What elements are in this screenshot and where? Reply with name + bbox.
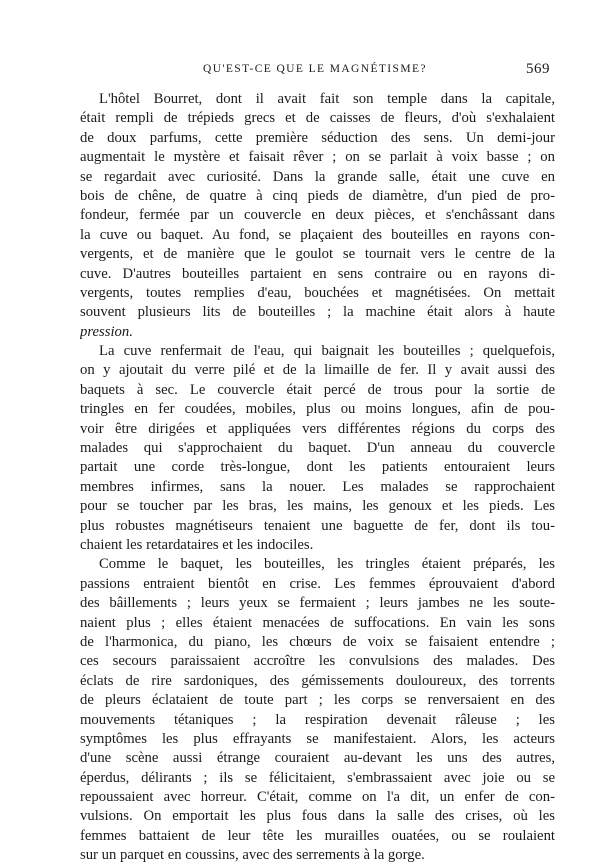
text-line: pour se toucher par les bras, les mains, les genoux et les pieds. Les: [80, 498, 555, 515]
text-line: membres infirmes, sans la nouer. Les malades se rapprochaient: [80, 478, 555, 495]
text-line: naient plus ; elles étaient menacées de suffocations. En vain les sons: [80, 614, 555, 631]
text-line: de pleurs éclataient de toute part ; les corps se renversaient en des: [80, 692, 555, 709]
text-line: voir être dirigées et appliquées vers différentes régions du corps des: [80, 420, 555, 437]
text-line: se regardait avec curiosité. Dans la grande salle, était une cuve en: [80, 168, 555, 185]
paragraph-3: [80, 555, 555, 865]
text-line: malades qui s'approchaient du baquet. D'un anneau du couvercle: [80, 440, 555, 457]
page-number: 569: [526, 61, 550, 77]
text-line: vergents, toutes remplies d'eau, bouchées et magnétisées. On mettait: [80, 284, 555, 301]
text-line: passions entraient bientôt en crise. Les femmes éprouvaient d'abord: [80, 575, 555, 592]
text-line: la cuve ou baquet. Au fond, se plaçaient des bouteilles en rayons con-: [80, 226, 555, 243]
text-line: femmes battaient de leur tête les murailles ouatées, ou se roulaient: [80, 827, 555, 844]
text-line: La cuve renfermait de l'eau, qui baignait les bouteilles ; quelquefois,: [99, 343, 555, 360]
text-line: augmentait le mystère et faisait rêver ; on se parlait à voix basse ; on: [80, 149, 555, 166]
text-line: mouvements tétaniques ; la respiration devenait râleuse ; les: [80, 711, 555, 728]
text-line: de l'harmonica, du piano, les chœurs de voix se faisaient entendre ;: [80, 633, 555, 650]
text-line: chaient les retardataires et les indociles.: [80, 536, 314, 553]
text-line: ces secours paraissaient accroître les convulsions des malades. Des: [80, 653, 555, 670]
text-line: était rempli de trépieds grecs et de caisses de fleurs, d'où s'exhalaient: [80, 110, 555, 127]
paragraph-2: [80, 342, 555, 555]
text-line: tringles en fer coudées, mobiles, plus ou moins longues, afin de pou-: [80, 401, 555, 418]
text-line: L'hôtel Bourret, dont il avait fait son temple dans la capitale,: [99, 91, 555, 107]
text-line: on y ajoutait du verre pilé et de la limaille de fer. Il y avait aussi des: [80, 362, 555, 379]
text-line: symptômes les plus effrayants se manifestaient. Alors, les acteurs: [80, 730, 555, 747]
text-line: pression.: [80, 323, 133, 340]
paragraph-1: [80, 90, 555, 342]
text-line: souvent plusieurs lits de bouteilles ; la machine était alors à haute: [80, 304, 555, 321]
text-line: plus robustes magnétiseurs tenaient une baguette de fer, dont ils tou-: [80, 517, 555, 534]
running-title: QU'EST-CE QUE LE MAGNÉTISME?: [203, 63, 427, 75]
text-line: partait une corde très-longue, dont les patients entouraient leurs: [80, 459, 555, 476]
text-line: vergents, et de manière que le goulot se tournait vers le centre de la: [80, 246, 555, 263]
body-text: [80, 90, 555, 866]
text-line: repoussaient avec horreur. C'était, comme on l'a dit, un enfer de con-: [80, 789, 555, 806]
text-line: sur un parquet en coussins, avec des serrements à la gorge.: [80, 847, 425, 864]
text-line: Comme le baquet, les bouteilles, les tringles étaient préparés, les: [99, 556, 555, 573]
text-line: fondeur, fermée par un couvercle en deux pièces, et s'enchâssant dans: [80, 207, 555, 224]
text-line: bois de chêne, de quatre à cinq pieds de diamètre, d'un pied de pro-: [80, 187, 555, 204]
text-line: éperdus, délirants ; ils se félicitaient, s'embrassaient avec joie ou se: [80, 769, 555, 786]
text-line: de doux parfums, cette première séduction des sens. Un demi-jour: [80, 129, 555, 146]
text-line: vulsions. On emportait les plus fous dans la salle des crises, où les: [80, 808, 555, 825]
text-line: éclats de rire sardoniques, des gémissements douloureux, des torrents: [80, 672, 555, 689]
text-line: cuve. D'autres bouteilles partaient en sens contraire ou en rayons di-: [80, 265, 555, 282]
text-line: d'une scène aussi étrange couraient au-devant les uns des autres,: [80, 750, 555, 767]
running-header: [95, 63, 550, 83]
text-line: des bâillements ; leurs yeux se fermaient ; leurs jambes ne les soute-: [80, 595, 555, 612]
text-line: baquets à sec. Le couvercle était percé de trous pour la sortie de: [80, 381, 555, 398]
